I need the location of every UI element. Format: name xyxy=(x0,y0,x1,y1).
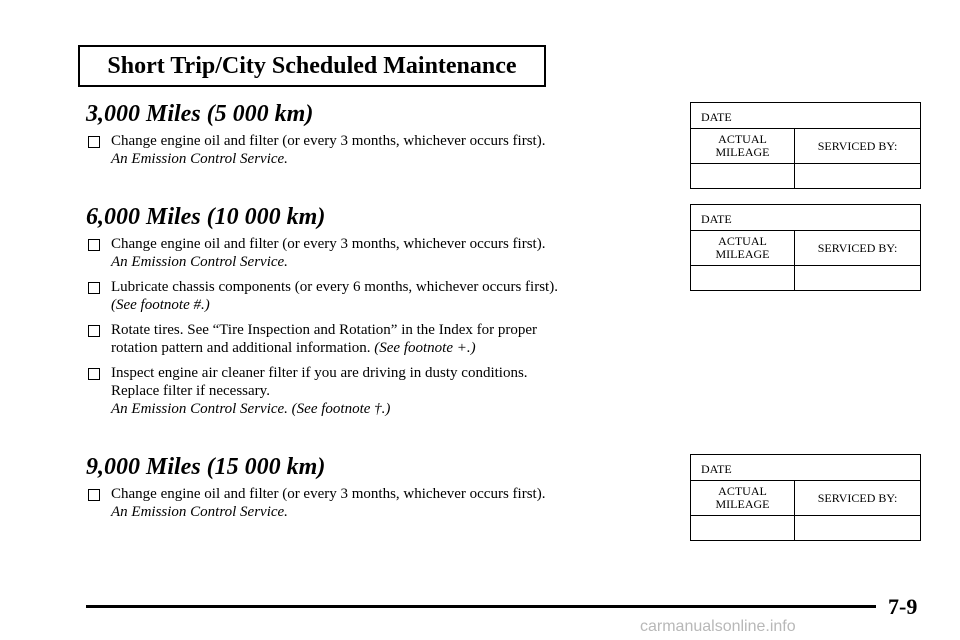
serviced-by-label: SERVICED BY: xyxy=(817,490,898,505)
actual-mileage-field[interactable] xyxy=(691,516,795,540)
watermark: carmanualsonline.info xyxy=(640,618,796,635)
item-text: Change engine oil and filter (or every 3 months, whichever occurs first). xyxy=(111,486,546,502)
checkbox[interactable] xyxy=(88,239,100,251)
item-text: Change engine oil and filter (or every 3 months, whichever occurs first). xyxy=(111,236,546,252)
footer-rule xyxy=(86,605,876,608)
actual-mileage-label: ACTUAL MILEAGE xyxy=(691,231,795,265)
item-text: Change engine oil and filter (or every 3 months, whichever occurs first). xyxy=(111,133,546,149)
item-note: An Emission Control Service. xyxy=(111,254,288,270)
table-header-row xyxy=(691,481,920,516)
serviced-by-field[interactable] xyxy=(795,164,920,188)
checkbox[interactable] xyxy=(88,489,100,501)
table-header-row xyxy=(691,231,920,266)
section-3000-miles xyxy=(86,100,666,175)
section-title: 6,000 Miles (10 000 km) xyxy=(86,204,326,230)
checklist-item xyxy=(86,485,666,521)
service-record-table xyxy=(690,204,921,291)
table-entry-row xyxy=(691,164,920,188)
item-text-line2: Replace filter if necessary. xyxy=(111,383,270,399)
item-text: Rotate tires. See “Tire Inspection and Rotation” in the Index for proper xyxy=(111,322,537,338)
table-header-row xyxy=(691,129,920,164)
checklist-item xyxy=(86,235,666,271)
date-field[interactable]: DATE xyxy=(691,103,920,129)
service-record-table xyxy=(690,454,921,541)
section-title: 3,000 Miles (5 000 km) xyxy=(86,101,314,127)
item-note: An Emission Control Service. (See footnote †.) xyxy=(111,401,391,417)
checkbox[interactable] xyxy=(88,368,100,380)
checklist-item xyxy=(86,278,666,314)
item-note: An Emission Control Service. xyxy=(111,151,288,167)
serviced-by-label: SERVICED BY: xyxy=(817,240,898,255)
actual-mileage-label: ACTUAL MILEAGE xyxy=(691,481,795,515)
item-text-continued xyxy=(111,339,666,357)
section-title: 9,000 Miles (15 000 km) xyxy=(86,454,326,480)
date-field[interactable]: DATE xyxy=(691,455,920,481)
section-9000-miles xyxy=(86,453,666,528)
item-text-line2: rotation pattern and additional information. xyxy=(111,340,371,356)
item-note: An Emission Control Service. xyxy=(111,504,288,520)
table-entry-row xyxy=(691,516,920,540)
item-text: Inspect engine air cleaner filter if you are driving in dusty conditions. xyxy=(111,365,528,381)
serviced-by-field[interactable] xyxy=(795,266,920,290)
checkbox[interactable] xyxy=(88,282,100,294)
page-header: Short Trip/City Scheduled Maintenance xyxy=(78,45,546,87)
actual-mileage-field[interactable] xyxy=(691,266,795,290)
serviced-by-label: SERVICED BY: xyxy=(817,138,898,153)
checkbox[interactable] xyxy=(88,136,100,148)
section-6000-miles xyxy=(86,203,666,425)
table-entry-row xyxy=(691,266,920,290)
item-note: (See footnote +.) xyxy=(374,340,476,356)
item-text: Lubricate chassis components (or every 6 months, whichever occurs first). xyxy=(111,279,558,295)
actual-mileage-label: ACTUAL MILEAGE xyxy=(691,129,795,163)
checklist-item xyxy=(86,364,666,418)
checkbox[interactable] xyxy=(88,325,100,337)
service-record-table xyxy=(690,102,921,189)
actual-mileage-field[interactable] xyxy=(691,164,795,188)
item-note: (See footnote #.) xyxy=(111,297,210,313)
checklist-item xyxy=(86,321,666,357)
checklist-item xyxy=(86,132,666,168)
date-field[interactable]: DATE xyxy=(691,205,920,231)
page-number: 7-9 xyxy=(888,594,918,619)
serviced-by-field[interactable] xyxy=(795,516,920,540)
